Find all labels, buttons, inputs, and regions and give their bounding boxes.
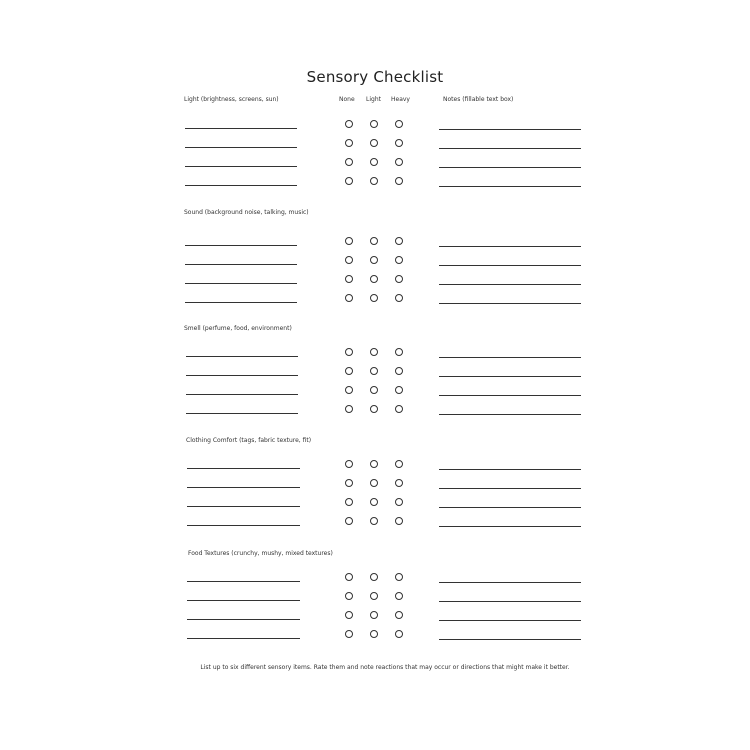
item-name-field[interactable] — [187, 468, 300, 469]
notes-field[interactable] — [439, 167, 581, 168]
radio-heavy[interactable] — [395, 237, 403, 245]
radio-heavy[interactable] — [395, 498, 403, 506]
radio-light[interactable] — [370, 158, 378, 166]
item-name-field[interactable] — [186, 394, 298, 395]
radio-heavy[interactable] — [395, 405, 403, 413]
notes-field[interactable] — [439, 601, 581, 602]
notes-field[interactable] — [439, 639, 581, 640]
column-header-heavy: Heavy — [391, 96, 410, 103]
radio-none[interactable] — [345, 630, 353, 638]
notes-field[interactable] — [439, 414, 581, 415]
section-label: Smell (perfume, food, environment) — [184, 325, 292, 332]
notes-field[interactable] — [439, 148, 581, 149]
item-name-field[interactable] — [185, 185, 297, 186]
radio-none[interactable] — [345, 294, 353, 302]
radio-heavy[interactable] — [395, 158, 403, 166]
radio-none[interactable] — [345, 479, 353, 487]
radio-light[interactable] — [370, 592, 378, 600]
section-label: Food Textures (crunchy, mushy, mixed textures) — [188, 550, 333, 557]
section-label: Sound (background noise, talking, music) — [184, 209, 309, 216]
notes-field[interactable] — [439, 395, 581, 396]
item-name-field[interactable] — [187, 619, 300, 620]
radio-none[interactable] — [345, 517, 353, 525]
radio-none[interactable] — [345, 256, 353, 264]
radio-heavy[interactable] — [395, 630, 403, 638]
radio-light[interactable] — [370, 275, 378, 283]
radio-heavy[interactable] — [395, 573, 403, 581]
radio-none[interactable] — [345, 611, 353, 619]
radio-light[interactable] — [370, 237, 378, 245]
radio-none[interactable] — [345, 460, 353, 468]
notes-field[interactable] — [439, 303, 581, 304]
radio-heavy[interactable] — [395, 139, 403, 147]
radio-heavy[interactable] — [395, 611, 403, 619]
radio-light[interactable] — [370, 517, 378, 525]
radio-none[interactable] — [345, 177, 353, 185]
radio-heavy[interactable] — [395, 348, 403, 356]
item-name-field[interactable] — [187, 487, 300, 488]
notes-field[interactable] — [439, 582, 581, 583]
notes-field[interactable] — [439, 469, 581, 470]
radio-heavy[interactable] — [395, 177, 403, 185]
radio-light[interactable] — [370, 256, 378, 264]
radio-light[interactable] — [370, 479, 378, 487]
item-name-field[interactable] — [185, 264, 297, 265]
radio-light[interactable] — [370, 460, 378, 468]
notes-field[interactable] — [439, 284, 581, 285]
notes-field[interactable] — [439, 488, 581, 489]
radio-light[interactable] — [370, 630, 378, 638]
radio-heavy[interactable] — [395, 256, 403, 264]
radio-light[interactable] — [370, 348, 378, 356]
radio-light[interactable] — [370, 611, 378, 619]
radio-heavy[interactable] — [395, 275, 403, 283]
item-name-field[interactable] — [186, 375, 298, 376]
notes-field[interactable] — [439, 265, 581, 266]
footer-instructions: List up to six different sensory items. Rate them and note reactions that may occur or directions that might make it better. — [200, 664, 570, 671]
page-title: Sensory Checklist — [306, 68, 444, 86]
radio-heavy[interactable] — [395, 386, 403, 394]
radio-none[interactable] — [345, 158, 353, 166]
notes-field[interactable] — [439, 507, 581, 508]
radio-none[interactable] — [345, 592, 353, 600]
radio-light[interactable] — [370, 405, 378, 413]
notes-field[interactable] — [439, 246, 581, 247]
item-name-field[interactable] — [187, 638, 300, 639]
radio-none[interactable] — [345, 348, 353, 356]
column-header-none: None — [339, 96, 355, 103]
item-name-field[interactable] — [185, 128, 297, 129]
column-header-notes: Notes (fillable text box) — [443, 96, 514, 103]
notes-field[interactable] — [439, 620, 581, 621]
item-name-field[interactable] — [185, 245, 297, 246]
radio-light[interactable] — [370, 573, 378, 581]
radio-heavy[interactable] — [395, 460, 403, 468]
radio-heavy[interactable] — [395, 592, 403, 600]
notes-field[interactable] — [439, 357, 581, 358]
item-name-field[interactable] — [186, 413, 298, 414]
radio-light[interactable] — [370, 177, 378, 185]
radio-none[interactable] — [345, 573, 353, 581]
item-name-field[interactable] — [185, 166, 297, 167]
radio-none[interactable] — [345, 405, 353, 413]
radio-none[interactable] — [345, 275, 353, 283]
column-header-light: Light — [366, 96, 381, 103]
notes-field[interactable] — [439, 526, 581, 527]
item-name-field[interactable] — [187, 506, 300, 507]
radio-none[interactable] — [345, 139, 353, 147]
radio-none[interactable] — [345, 237, 353, 245]
radio-none[interactable] — [345, 120, 353, 128]
radio-heavy[interactable] — [395, 479, 403, 487]
radio-light[interactable] — [370, 120, 378, 128]
radio-heavy[interactable] — [395, 294, 403, 302]
radio-light[interactable] — [370, 139, 378, 147]
item-name-field[interactable] — [187, 600, 300, 601]
notes-field[interactable] — [439, 376, 581, 377]
item-name-field[interactable] — [185, 302, 297, 303]
item-name-field[interactable] — [186, 356, 298, 357]
item-name-field[interactable] — [187, 525, 300, 526]
radio-heavy[interactable] — [395, 517, 403, 525]
radio-heavy[interactable] — [395, 367, 403, 375]
radio-none[interactable] — [345, 367, 353, 375]
radio-none[interactable] — [345, 498, 353, 506]
radio-light[interactable] — [370, 294, 378, 302]
section-label: Light (brightness, screens, sun) — [184, 96, 279, 103]
item-name-field[interactable] — [185, 147, 297, 148]
section-label: Clothing Comfort (tags, fabric texture, fit) — [186, 437, 312, 444]
radio-heavy[interactable] — [395, 120, 403, 128]
notes-field[interactable] — [439, 129, 581, 130]
radio-light[interactable] — [370, 386, 378, 394]
radio-none[interactable] — [345, 386, 353, 394]
radio-light[interactable] — [370, 367, 378, 375]
radio-light[interactable] — [370, 498, 378, 506]
item-name-field[interactable] — [187, 581, 300, 582]
notes-field[interactable] — [439, 186, 581, 187]
item-name-field[interactable] — [185, 283, 297, 284]
